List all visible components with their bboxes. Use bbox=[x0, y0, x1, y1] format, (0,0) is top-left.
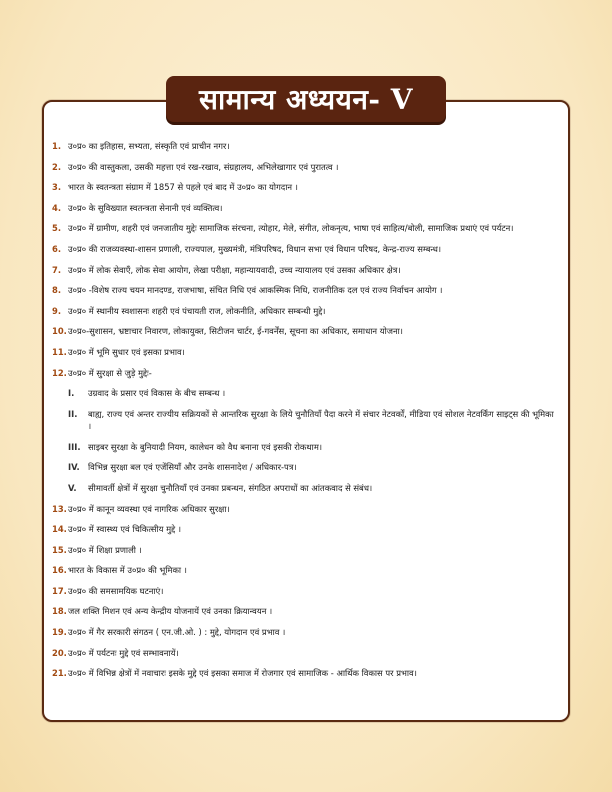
item-number: 20. bbox=[52, 647, 67, 658]
item-text: उ०प्र० के सुविख्यात स्वतन्त्रता सेनानी एवं व्यक्तित्व। bbox=[68, 202, 223, 213]
sub-item-text: बाह्य, राज्य एवं अन्तर राज्यीय सक्रियकों से आन्तरिक सुरक्षा के लिये चुनौतियाँ पैदा करने में संचार नेटवर्कों, मीडिया एवं सोशल नेटवर्किंग साइट्स की भूमिका । bbox=[88, 408, 554, 432]
list-item bbox=[52, 161, 558, 173]
list-item bbox=[52, 305, 558, 317]
sub-item-text: विभिन्न सुरक्षा बल एवं एजेंसियाँ और उनके शासनादेश / अधिकार-पत्र। bbox=[88, 462, 297, 473]
list-item bbox=[52, 222, 558, 234]
item-text: उ०प्र० में गैर सरकारी संगठन ( एन.जी.ओ. ) : मुद्दे, योगदान एवं प्रभाव । bbox=[68, 627, 286, 638]
item-number: 12. bbox=[52, 367, 67, 378]
item-number: 17. bbox=[52, 585, 67, 596]
list-item bbox=[52, 325, 558, 337]
item-text: उ०प्र० में स्थानीय स्वशासनः शहरी एवं पंचायती राज, लोकनीति, अधिकार सम्बन्धी मुद्दे। bbox=[68, 305, 326, 316]
sub-item-text: उग्रवाद के प्रसार एवं विकास के बीच सम्बन्ध । bbox=[88, 388, 226, 399]
item-number: 21. bbox=[52, 668, 67, 679]
list-item bbox=[52, 264, 558, 276]
list-item bbox=[52, 605, 558, 617]
item-text: उ०प्र० में भूमि सुधार एवं इसका प्रभाव। bbox=[68, 346, 185, 357]
item-text: उ०प्र० में कानून व्यवस्था एवं नागरिक अधिकार सुरक्षा। bbox=[68, 503, 230, 514]
item-text: उ०प्र० -विशेष राज्य चयन मानदण्ड, राजभाषा, संचित निधि एवं आकस्मिक निधि, राजनीतिक दल एवं राज्य निर्वाचन आयोग । bbox=[68, 285, 443, 296]
list-item bbox=[52, 626, 558, 638]
item-text: उ०प्र० की वास्तुकला, उसकी महत्ता एवं रख-रखाव, संग्रहालय, अभिलेखागार एवं पुरातत्व । bbox=[68, 161, 339, 172]
sub-list-item bbox=[52, 408, 558, 433]
sub-list-item bbox=[52, 461, 558, 473]
item-number: 19. bbox=[52, 627, 67, 638]
sub-item-number: V. bbox=[68, 482, 77, 493]
item-number: 16. bbox=[52, 565, 67, 576]
list-item bbox=[52, 544, 558, 556]
list-item bbox=[52, 243, 558, 255]
item-number: 5. bbox=[52, 223, 62, 234]
list-item bbox=[52, 140, 558, 152]
item-text: उ०प्र० में विभिन्न क्षेत्रों में नवाचारः इसके मुद्दे एवं इसका समाज में रोजगार एवं सामाजिक - आर्थिक विकास पर प्रभाव। bbox=[68, 668, 417, 679]
sub-list-item bbox=[52, 441, 558, 453]
item-text: उ०प्र० की समसामयिक घटनाएं। bbox=[68, 585, 164, 596]
sub-item-number: III. bbox=[68, 441, 81, 452]
item-text: भारत के विकास में उ०प्र० की भूमिका । bbox=[68, 565, 187, 576]
item-number: 10. bbox=[52, 326, 67, 337]
item-number: 8. bbox=[52, 285, 62, 296]
item-number: 11. bbox=[52, 346, 67, 357]
list-item bbox=[52, 346, 558, 358]
sub-list-item bbox=[52, 482, 558, 494]
item-text: उ०प्र० की राजव्यवस्था-शासन प्रणाली, राज्यपाल, मुख्यमंत्री, मंत्रिपरिषद, विधान सभा एवं विधान परिषद, केन्द्र-राज्य सम्बन्ध। bbox=[68, 243, 442, 254]
sub-item-text: सीमावर्ती क्षेत्रों में सुरक्षा चुनौतियाँ एवं उनका प्रबन्धन, संगठित अपराधों का आंतकवाद से संबंध। bbox=[88, 482, 373, 493]
item-text: भारत के स्वतन्त्रता संग्राम में 1857 से पहले एवं बाद में उ०प्र० का योगदान । bbox=[68, 182, 298, 193]
item-number: 13. bbox=[52, 503, 67, 514]
item-number: 18. bbox=[52, 606, 67, 617]
syllabus-list bbox=[52, 140, 558, 688]
sub-item-number: I. bbox=[68, 388, 75, 399]
item-number: 15. bbox=[52, 544, 67, 555]
list-item bbox=[52, 523, 558, 535]
list-item bbox=[52, 667, 558, 679]
item-text: जल शक्ति मिशन एवं अन्य केन्द्रीय योजनायें एवं उनका क्रियान्वयन । bbox=[68, 606, 273, 617]
item-text: उ०प्र० में लोक सेवाएँ, लोक सेवा आयोग, लेखा परीक्षा, महान्यायवादी, उच्च न्यायालय एवं उसका अधिकार क्षेत्र। bbox=[68, 264, 401, 275]
page-title: सामान्य अध्ययन- V bbox=[166, 76, 446, 122]
item-number: 9. bbox=[52, 305, 62, 316]
list-item bbox=[52, 181, 558, 193]
item-text: उ०प्र० का इतिहास, सभ्यता, संस्कृति एवं प्राचीन नगर। bbox=[68, 141, 230, 151]
sub-item-number: II. bbox=[68, 408, 78, 419]
list-item bbox=[52, 367, 558, 379]
item-number: 4. bbox=[52, 202, 62, 213]
item-text: उ०प्र० में सुरक्षा से जुड़े मुद्देः- bbox=[68, 367, 152, 378]
list-item bbox=[52, 503, 558, 515]
item-text: उ०प्र०-सुशासन, भ्रष्टाचार निवारण, लोकायुक्त, सिटीजन चार्टर, ई-गवर्नेंस, सूचना का अधिकार, समाधान योजना। bbox=[68, 326, 403, 337]
item-number: 2. bbox=[52, 161, 62, 172]
list-item bbox=[52, 284, 558, 296]
sub-item-text: साइबर सुरक्षा के बुनियादी नियम, कालेधन को वैध बनाना एवं इसकी रोकथाम। bbox=[88, 441, 323, 452]
list-item bbox=[52, 564, 558, 576]
item-number: 1. bbox=[52, 141, 62, 151]
list-item bbox=[52, 585, 558, 597]
item-text: उ०प्र० में स्वास्थ्य एवं चिकित्सीय मुद्दे । bbox=[68, 524, 182, 535]
item-text: उ०प्र० में ग्रामीण, शहरी एवं जनजातीय मुद्देः सामाजिक संरचना, त्योहार, मेले, संगीत, लोकनृत्य, भाषा एवं साहित्य/बोली, सामाजिक प्रथाएं एवं पर्यटन। bbox=[68, 223, 514, 234]
list-item bbox=[52, 647, 558, 659]
sub-list-item bbox=[52, 387, 558, 399]
item-number: 14. bbox=[52, 524, 67, 535]
item-text: उ०प्र० में शिक्षा प्रणाली । bbox=[68, 544, 142, 555]
item-number: 6. bbox=[52, 243, 62, 254]
list-item bbox=[52, 202, 558, 214]
item-text: उ०प्र० में पर्यटनः मुद्दे एवं सम्भावनायें। bbox=[68, 647, 179, 658]
sub-item-number: IV. bbox=[68, 462, 80, 473]
item-number: 7. bbox=[52, 264, 62, 275]
item-number: 3. bbox=[52, 182, 62, 193]
